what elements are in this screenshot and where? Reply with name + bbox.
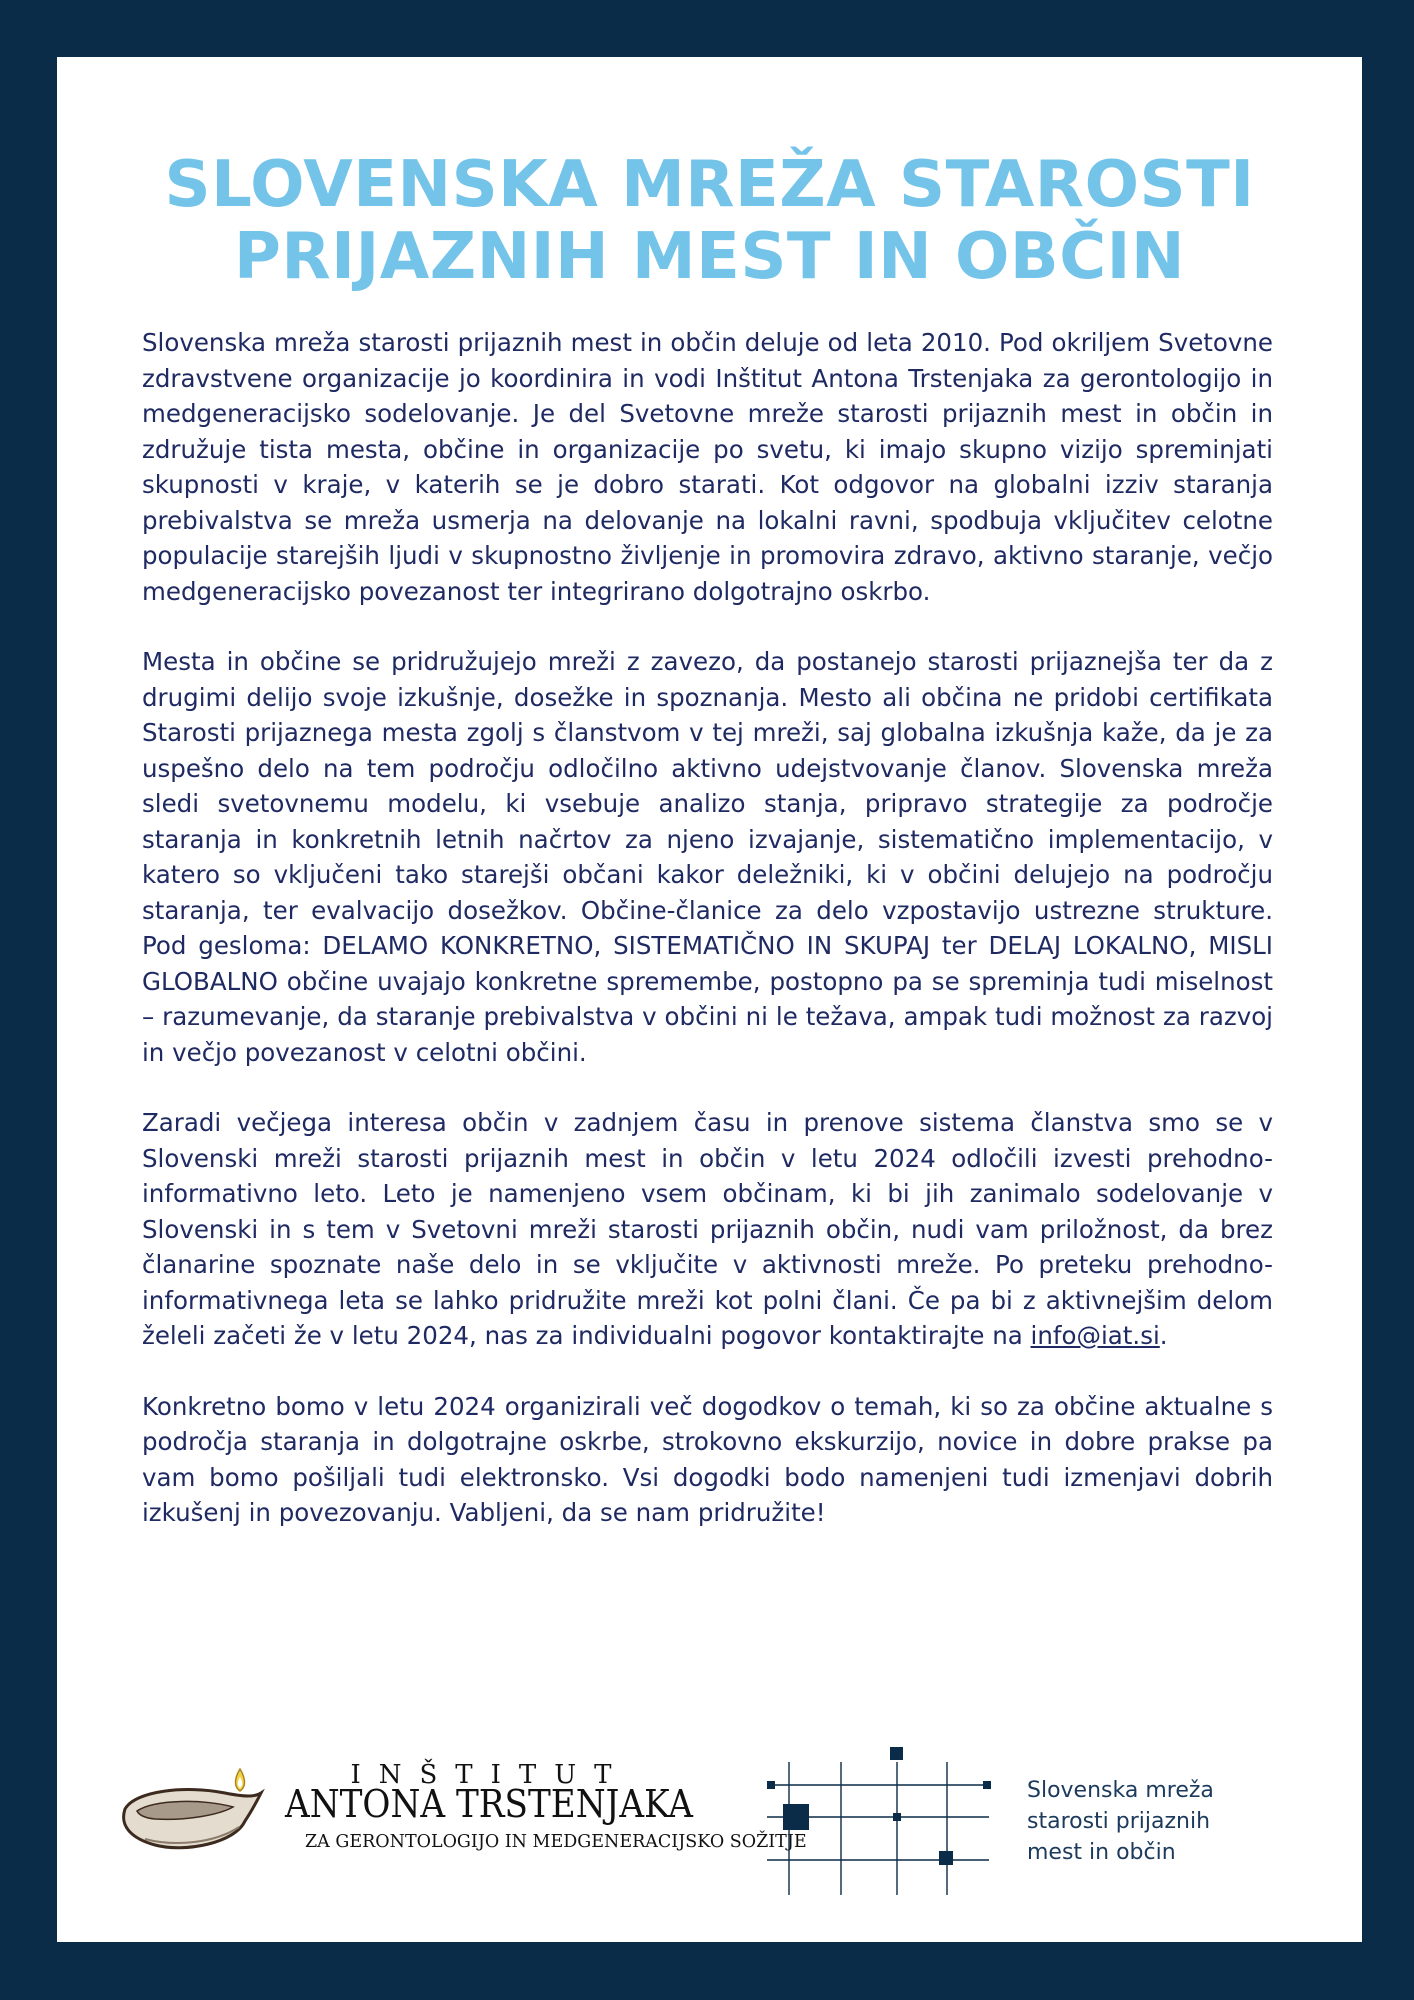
network-name-line-3: mest in občin bbox=[1027, 1840, 1176, 1865]
iat-logo-sub: ZA GERONTOLOGIJO IN MEDGENERACIJSKO SOŽITJE bbox=[305, 1832, 807, 1852]
iat-logo-top: INŠTITUT bbox=[350, 1760, 630, 1790]
network-name-line-2: starosti prijaznih bbox=[1027, 1809, 1211, 1834]
title-line-1: SLOVENSKA MREŽA STAROSTI bbox=[164, 148, 1255, 222]
iat-logo bbox=[115, 1747, 807, 1877]
body-text bbox=[142, 325, 1273, 1566]
network-name bbox=[1027, 1775, 1247, 1868]
paragraph-3-text: Zaradi večjega interesa občin v zadnjem času in prenove sistema članstva smo se v Slovenski mreži starosti prijaznih mest in občin v letu 2024 odločili izvesti prehodno-informativno leto. Leto je namenjeno vsem občinam, ki bi jih zanimalo sodelovanje v Slovenski in s tem v Svetovni mreži starosti prijaznih občin, nudi vam priložnost, da brez članarine spoznate naše delo in se vključite v aktivnosti mreže. Po preteku prehodno-informativnega leta se lahko pridružite mreži kot polni člani. Če pa bi z aktivnejšim delom želeli začeti že v letu 2024, nas za individualni pogovor kontaktirajte na bbox=[142, 1108, 1273, 1350]
paragraph-3 bbox=[142, 1105, 1273, 1354]
title-line-2: PRIJAZNIH MEST IN OBČIN bbox=[233, 220, 1186, 294]
grid-network-icon bbox=[757, 1747, 997, 1897]
network-name-line-1: Slovenska mreža bbox=[1027, 1778, 1214, 1803]
document-page bbox=[57, 57, 1362, 1942]
paragraph-2: Mesta in občine se pridružujejo mreži z zavezo, da postanejo starosti prijaznejša ter da z drugimi delijo svoje izkušnje, dosežke in spoznanja. Mesto ali občina ne pridobi certifikata Starosti prijaznega mesta zgolj s članstvom v tej mreži, saj globalna izkušnja kaže, da je za uspešno delo na tem področju odločilno aktivno udejstvovanje članov. Slovenska mreža sledi svetovnemu modelu, ki vsebuje analizo stanja, pripravo strategije za področje staranja in konkretnih letnih načrtov za njeno izvajanje, sistematično implementacijo, v katero so vključeni tako starejši občani kakor deležniki, ki v občini delujejo na področju staranja, ter evalvacijo dosežkov. Občine-članice za delo vzpostavijo ustrezne strukture. Pod gesloma: DELAMO KONKRETNO, SISTEMATIČNO IN SKUPAJ ter DELAJ LOKALNO, MISLI GLOBALNO občine uvajajo konkretne spremembe, postopno pa se spreminja tudi miselnost – razumevanje, da staranje prebivalstva v občini ni le težava, ampak tudi možnost za razvoj in večjo povezanost v celotni občini. bbox=[142, 647, 1273, 1067]
paragraph-3-end: . bbox=[1159, 1321, 1168, 1350]
oil-lamp-icon bbox=[115, 1747, 295, 1857]
footer-logos bbox=[57, 1747, 1362, 1897]
iat-logo-main: ANTONA TRSTENJAKA bbox=[285, 1782, 693, 1826]
email-link[interactable]: info@iat.si bbox=[1030, 1321, 1160, 1350]
paragraph-4: Konkretno bomo v letu 2024 organizirali več dogodkov o temah, ki so za občine aktualne s področja staranja in dolgotrajne oskrbe, strokovno ekskurzijo, novice in dobre prakse pa vam bomo pošiljali tudi elektronsko. Vsi dogodki bodo namenjeni tudi izmenjavi dobrih izkušenj in povezovanju. Vabljeni, da se nam pridružite! bbox=[142, 1391, 1273, 1527]
page-title bbox=[57, 149, 1362, 293]
paragraph-1: Slovenska mreža starosti prijaznih mest in občin deluje od leta 2010. Pod okriljem Svetovne zdravstvene organizacije jo koordinira in vodi Inštitut Antona Trstenjaka za gerontologijo in medgeneracijsko sodelovanje. Je del Svetovne mreže starosti prijaznih mest in občin in združuje tista mesta, občine in organizacije po svetu, ki imajo skupno vizijo spreminjati skupnosti v kraje, v katerih se je dobro starati. Kot odgovor na globalni izziv staranja prebivalstva se mreža usmerja na delovanje na lokalni ravni, spodbuja vključitev celotne populacije starejših ljudi v skupnostno življenje in promovira zdravo, aktivno staranje, večjo medgeneracijsko povezanost ter integrirano dolgotrajno oskrbo. bbox=[142, 328, 1273, 606]
